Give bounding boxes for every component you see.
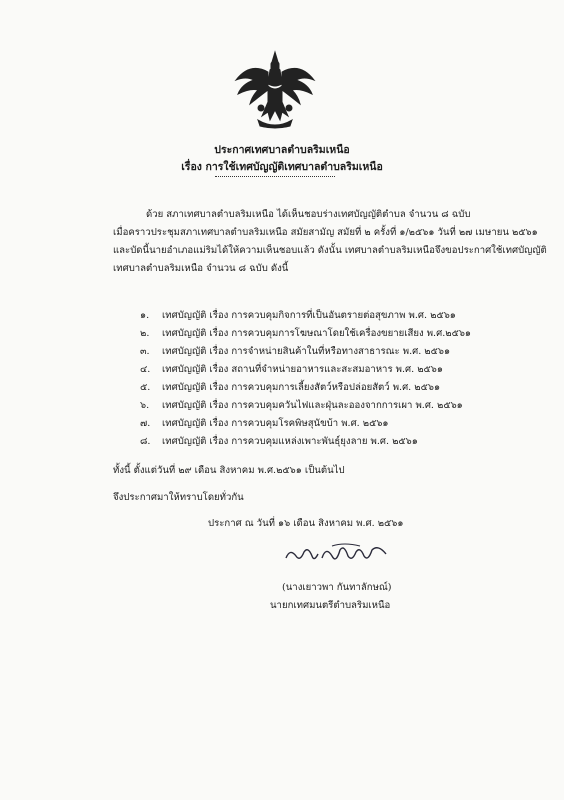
signatory-name: (นางเยาวพา กันทาลักษณ์) bbox=[282, 582, 392, 593]
intro-line: เมื่อคราวประชุมสภาเทศบาลตำบลริมเหนือ สมัยสามัญ สมัยที่ ๒ ครั้งที่ ๑/๒๕๖๑ วันที่ ๒๗ เมษายน ๒๕๖๑ bbox=[113, 227, 538, 238]
list-item bbox=[140, 416, 471, 434]
item-number: ๑. bbox=[140, 310, 150, 321]
document-subject: เรื่อง การใช้เทศบัญญัติเทศบาลตำบลริมเหนือ bbox=[181, 161, 383, 173]
list-item bbox=[140, 308, 471, 326]
item-number: ๖. bbox=[140, 400, 150, 411]
intro-line: เทศบาลตำบลริมเหนือ จำนวน ๘ ฉบับ ดังนี้ bbox=[113, 263, 289, 274]
intro-line: และบัดนี้นายอำเภอแม่ริมได้ให้ความเห็นชอบแล้ว ดังนั้น เทศบาลตำบลริมเหนือจึงขอประกาศใช้เทศบัญญัติ bbox=[113, 245, 547, 256]
announcement-line: จึงประกาศมาให้ทราบโดยทั่วกัน bbox=[113, 492, 244, 503]
item-text: เทศบัญญัติ เรื่อง การควบคุมกิจการที่เป็นอันตรายต่อสุขภาพ พ.ศ. ๒๕๖๑ bbox=[162, 310, 456, 321]
item-text: เทศบัญญัติ เรื่อง การควบคุมโรคพิษสุนัขบ้า พ.ศ. ๒๕๖๑ bbox=[162, 418, 389, 429]
item-text: เทศบัญญัติ เรื่อง การควบคุมการโฆษณาโดยใช้เครื่องขยายเสียง พ.ศ.๒๕๖๑ bbox=[162, 328, 472, 339]
item-number: ๕. bbox=[140, 382, 151, 393]
list-item bbox=[140, 380, 471, 398]
item-text: เทศบัญญัติ เรื่อง การควบคุมการเลี้ยงสัตว์หรือปล่อยสัตว์ พ.ศ. ๒๕๖๑ bbox=[162, 382, 441, 393]
item-number: ๗. bbox=[140, 418, 151, 429]
announcement-date: ประกาศ ณ วันที่ ๑๖ เดือน สิงหาคม พ.ศ. ๒๕๖๑ bbox=[208, 518, 404, 529]
garuda-emblem-icon bbox=[232, 50, 318, 130]
item-number: ๓. bbox=[140, 346, 150, 357]
list-item bbox=[140, 344, 471, 362]
list-item bbox=[140, 362, 471, 380]
handwritten-signature-icon bbox=[282, 540, 392, 568]
item-number: ๒. bbox=[140, 328, 150, 339]
signatory-position: นายกเทศมนตรีตำบลริมเหนือ bbox=[270, 600, 391, 611]
list-item bbox=[140, 398, 471, 416]
list-item bbox=[140, 434, 471, 452]
item-number: ๔. bbox=[140, 364, 151, 375]
intro-line: ด้วย สภาเทศบาลตำบลริมเหนือ ได้เห็นชอบร่างเทศบัญญัติตำบล จำนวน ๘ ฉบับ bbox=[146, 209, 471, 220]
item-text: เทศบัญญัติ เรื่อง การจำหน่ายสินค้าในที่หรือทางสาธารณะ พ.ศ. ๒๕๖๑ bbox=[162, 346, 451, 357]
dotted-divider bbox=[215, 176, 335, 177]
item-number: ๘. bbox=[140, 436, 151, 447]
item-text: เทศบัญญัติ เรื่อง การควบคุมแหล่งเพาะพันธุ์ยุงลาย พ.ศ. ๒๕๖๑ bbox=[162, 436, 418, 447]
item-text: เทศบัญญัติ เรื่อง สถานที่จำหน่ายอาหารและสะสมอาหาร พ.ศ. ๒๕๖๑ bbox=[162, 364, 443, 375]
ordinance-list bbox=[140, 308, 471, 452]
item-text: เทศบัญญัติ เรื่อง การควบคุมควันไฟและฝุ่นละอองจากการเผา พ.ศ. ๒๕๖๑ bbox=[162, 400, 463, 411]
list-item bbox=[140, 326, 471, 344]
effective-date: ทั้งนี้ ตั้งแต่วันที่ ๒๙ เดือน สิงหาคม พ.ศ.๒๕๖๑ เป็นต้นไป bbox=[113, 465, 345, 476]
document-title: ประกาศเทศบาลตำบลริมเหนือ bbox=[214, 144, 350, 156]
